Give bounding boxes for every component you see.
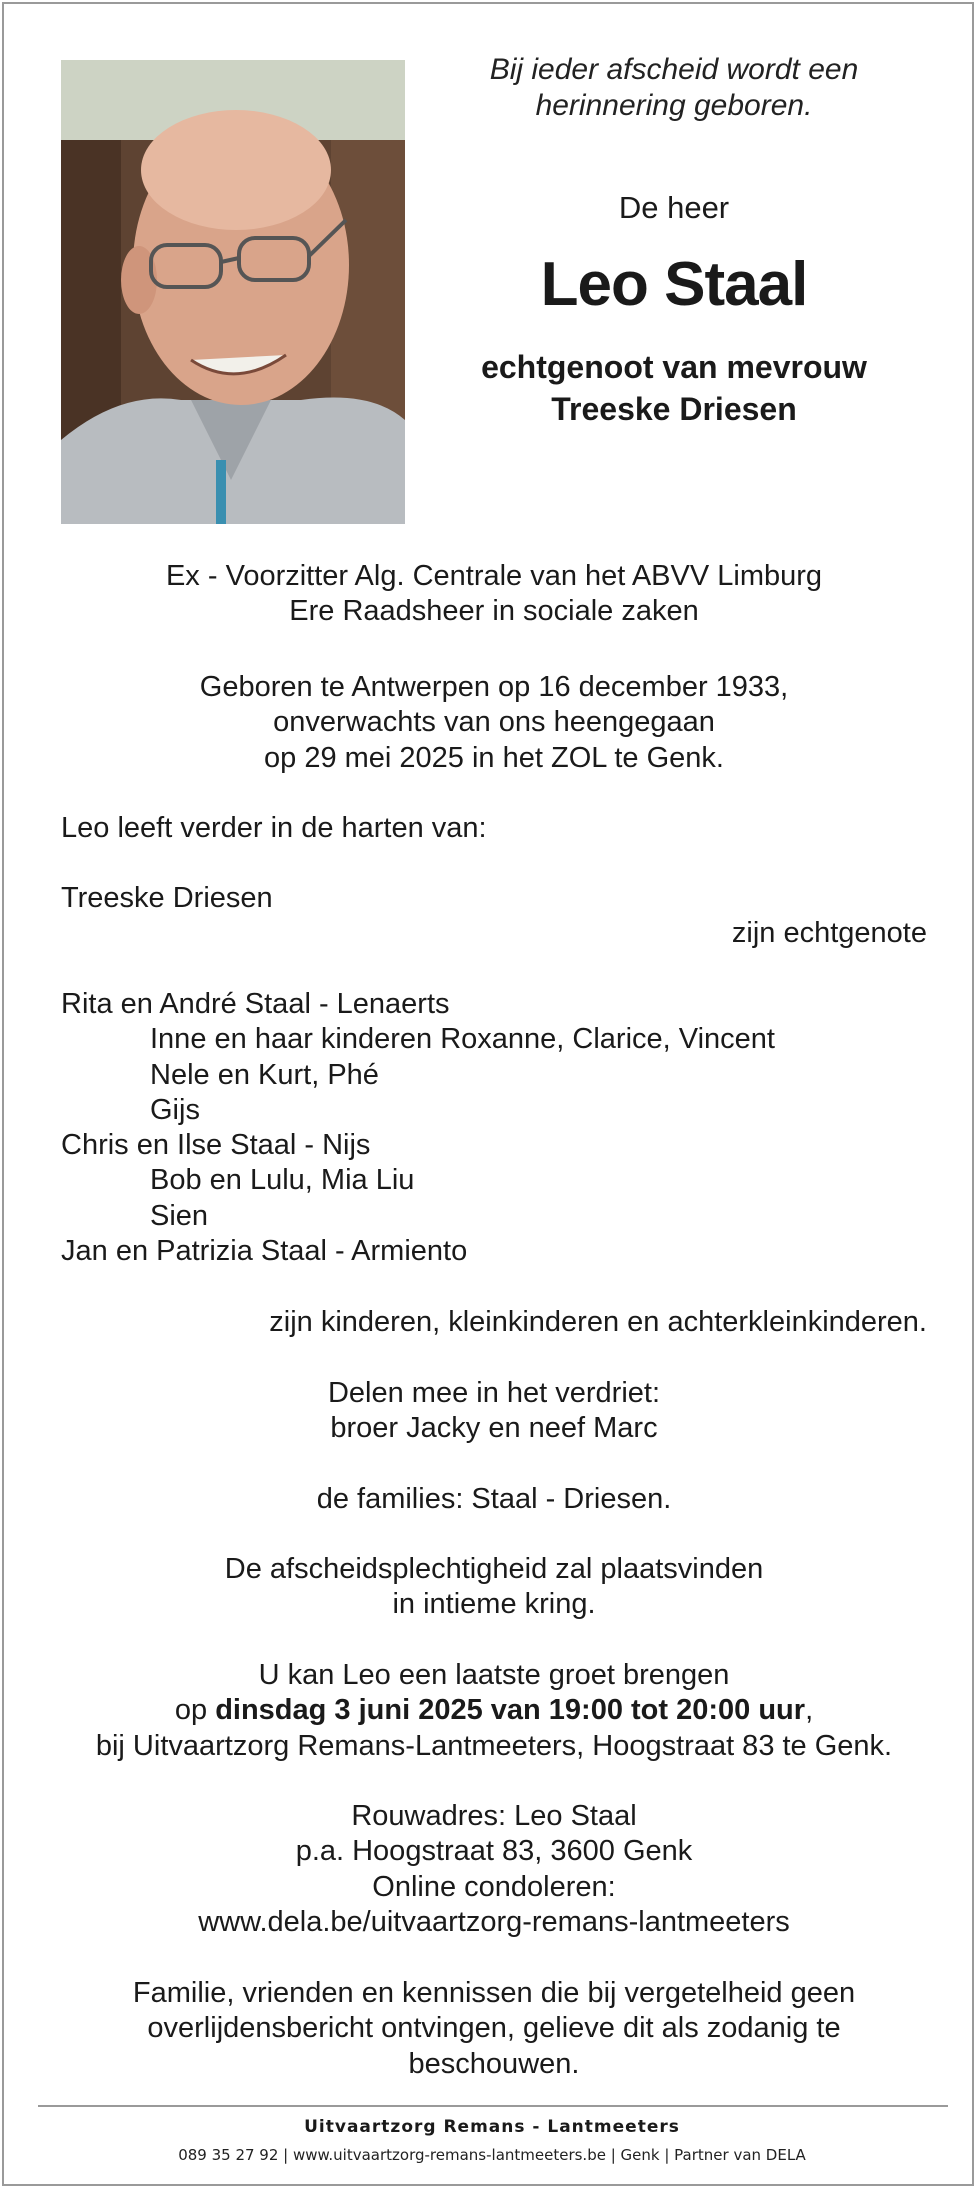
ceremony-block: De afscheidsplechtigheid zal plaatsvinden in intieme kring. (224, 1553, 764, 1621)
list-item: Jan en Patrizia Staal - Armiento (61, 1235, 468, 1268)
families-line: de families: Staal - Driesen. (316, 1483, 672, 1515)
list-item: Nele en Kurt, Phé (150, 1058, 379, 1091)
spouse-role: zijn echtgenote (731, 917, 927, 949)
obituary-card (2, 2, 974, 2186)
birth-block: Geboren te Antwerpen op 16 december 1933, onverwachts van ons heengegaan op 29 mei 2025 in het ZOL te Genk. (199, 671, 789, 774)
portrait-photo (61, 60, 405, 524)
address-block: Rouwadres: Leo Staal p.a. Hoogstraat 83, 3600 Genk Online condoleren: www.dela.be/uitvaartzorg-remans-lantmeeters (61, 1799, 927, 1940)
spouse-line: echtgenoot van mevrouw Treeske Driesen (481, 349, 867, 427)
deceased-name: Leo Staal (540, 250, 808, 319)
header-block (434, 52, 914, 430)
list-item: Sien (150, 1199, 209, 1232)
condolence-link[interactable]: www.dela.be/uitvaartzorg-remans-lantmeeters (198, 1905, 790, 1938)
motto: Bij ieder afscheid wordt een herinnering geboren. (489, 53, 859, 122)
spouse-name: Treeske Driesen (61, 882, 273, 914)
portrait-image (61, 60, 405, 524)
family-list (61, 987, 927, 1269)
list-item: Inne en haar kinderen Roxanne, Clarice, Vincent (150, 1023, 775, 1056)
survivors-intro: Leo leeft verder in de harten van: (61, 812, 487, 844)
grief-block: Delen mee in het verdriet: broer Jacky en neef Marc (327, 1377, 661, 1445)
honorific: De heer (618, 190, 730, 225)
footer-divider (38, 2105, 948, 2107)
list-item: Bob en Lulu, Mia Liu (150, 1164, 415, 1197)
footer-company: Uitvaartzorg Remans - Lantmeeters (304, 2117, 680, 2137)
visit-block: U kan Leo een laatste groet brengen op dinsdag 3 juni 2025 van 19:00 tot 20:00 uur, bij Uitvaartzorg Remans-Lantmeeters, Hoogstraat 83 te Genk. (95, 1659, 893, 1762)
list-item: Gijs (150, 1093, 200, 1126)
footer-info: 089 35 27 92 | www.uitvaartzorg-remans-lantmeeters.be | Genk | Partner van DELA (178, 2146, 806, 2164)
list-item: Chris en Ilse Staal - Nijs (61, 1129, 371, 1162)
children-role: zijn kinderen, kleinkinderen en achterkleinkinderen. (269, 1306, 927, 1338)
notice-block: Familie, vrienden en kennissen die bij vergetelheid geen overlijdensbericht ontvingen, gelieve dit als zodanig te beschouwen. (132, 1977, 856, 2080)
list-item: Rita en André Staal - Lenaerts (61, 988, 450, 1020)
roles-block: Ex - Voorzitter Alg. Centrale van het ABVV Limburg Ere Raadsheer in sociale zaken (165, 560, 823, 628)
